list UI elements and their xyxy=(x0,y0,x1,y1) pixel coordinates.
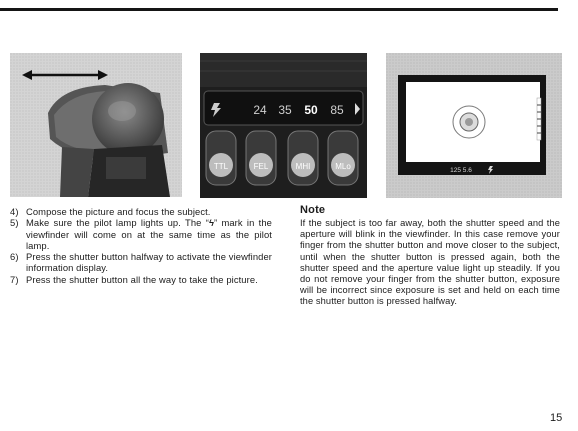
flash-head-illustration xyxy=(10,53,182,197)
note-body: If the subject is too far away, both the shutter speed and the aperture will blink in the viewfinder. In this case remove your finger from the shutter button and move closer to the subject, until when the shutter button is pressed again, both the shutter speed and the aperture value light up steadily. If you do not remove your finger from the shutter button, exposure will be incorrect since exposure is set and held on each time the shutter button is pressed halfway. xyxy=(300,218,560,307)
step-text: Compose the picture and focus the subject. xyxy=(26,206,211,217)
step-item xyxy=(10,206,272,217)
zoom-value-24: 24 xyxy=(253,103,267,117)
step-text: Press the shutter button all the way to take the picture. xyxy=(26,273,258,285)
control-panel-illustration xyxy=(200,53,367,198)
flash-head-photo xyxy=(10,53,182,197)
exposure-scale-icon xyxy=(537,98,541,140)
step-text: Press the shutter button halfway to activate the viewfinder information display. xyxy=(26,251,272,274)
viewfinder-photo xyxy=(386,53,562,198)
step-number: 6) xyxy=(10,251,19,263)
step-number: 5) xyxy=(10,217,19,229)
viewfinder-readout: 125 5.6 xyxy=(450,167,472,174)
zoom-value-35: 35 xyxy=(278,103,292,117)
step-item xyxy=(10,251,272,274)
mode-button-4[interactable] xyxy=(328,131,358,185)
mode-button-2[interactable] xyxy=(246,131,276,185)
step-text-part: ” mark in the viewfinder will come on at the same time as the pilot lamp. xyxy=(26,217,272,251)
mode-button-label: MHI xyxy=(295,162,311,171)
step-number: 7) xyxy=(10,273,19,285)
control-panel-photo xyxy=(200,53,367,198)
step-item xyxy=(10,217,272,251)
step-text-part: Make sure the pilot lamp lights up. The “ xyxy=(26,217,209,229)
mode-button-label: MLo xyxy=(335,162,351,171)
mode-button-label: TTL xyxy=(213,162,229,171)
mode-button-3[interactable] xyxy=(288,131,318,185)
note-section xyxy=(300,204,560,308)
zoom-value-50: 50 xyxy=(304,103,318,117)
mode-button-label: FEL xyxy=(253,162,269,171)
flash-bolt-icon: ϟ xyxy=(208,217,214,229)
zoom-value-85: 85 xyxy=(330,103,344,117)
steps-list xyxy=(10,206,272,285)
note-heading: Note xyxy=(300,204,326,216)
page-number: 15 xyxy=(550,412,563,424)
top-rule xyxy=(0,8,558,11)
viewfinder-illustration xyxy=(386,53,562,198)
step-number: 4) xyxy=(10,206,19,217)
step-text xyxy=(26,217,272,251)
mode-button-1[interactable] xyxy=(206,131,236,185)
step-item xyxy=(10,274,272,285)
